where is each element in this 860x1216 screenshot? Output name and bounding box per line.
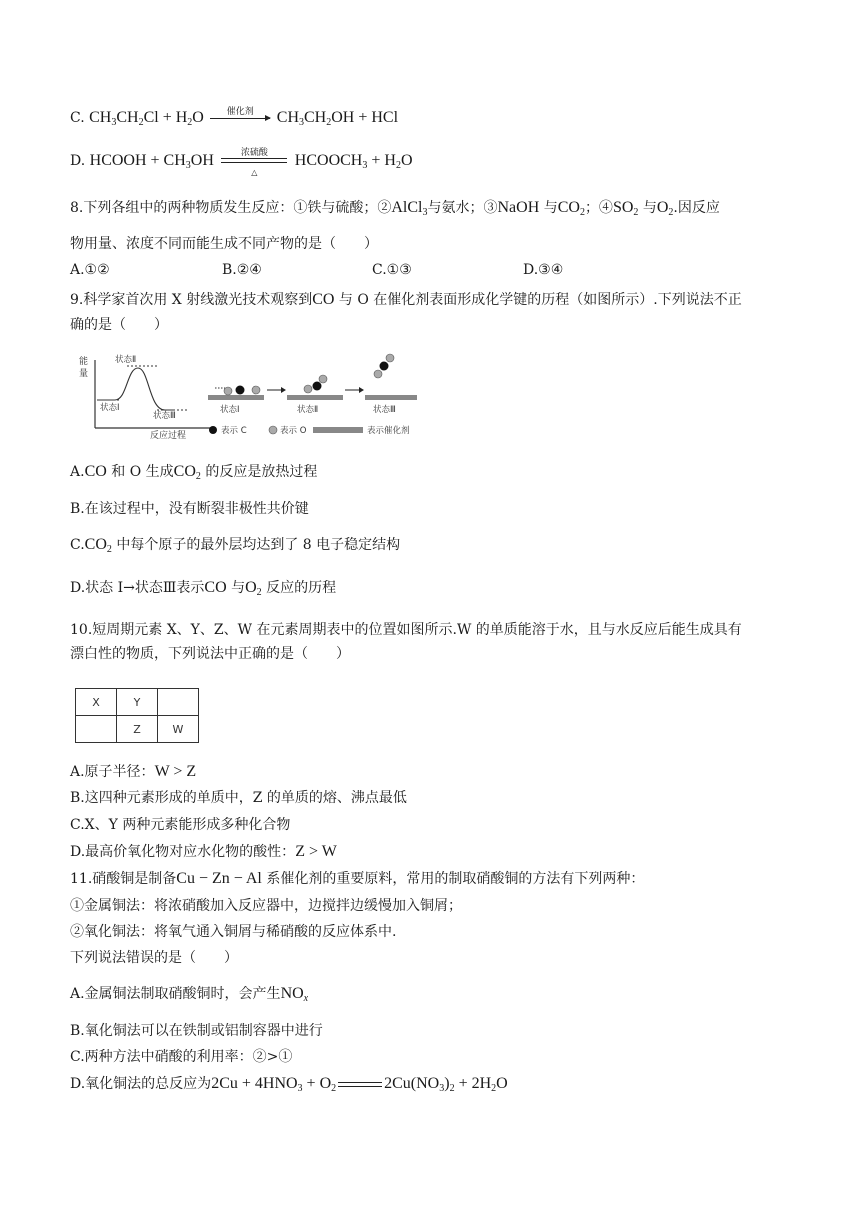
panel-state3-label: 状态Ⅲ bbox=[373, 405, 396, 415]
panel-state1-label: 状态Ⅰ bbox=[220, 405, 240, 415]
q11-option-a[interactable]: A.金属铜法制取硝酸铜时，会产生$NO_x$ bbox=[70, 985, 309, 1004]
panel-state2-label: 状态Ⅱ bbox=[297, 405, 319, 415]
q11-option-b[interactable]: B.氧化铜法可以在铁制或铝制容器中进行 bbox=[70, 1023, 323, 1039]
q8-option-a[interactable]: A.①② bbox=[70, 262, 110, 278]
q9-stem: 9.科学家首次用 X 射线激光技术观察到CO 与 O 在催化剂表面形成化学键的历程（如图所示）.下列说法不正 bbox=[70, 291, 742, 308]
q10-stem: 10.短周期元素 X、Y、Z、W 在元素周期表中的位置如图所示.W 的单质能溶于水，且与水反应后能生成具有 bbox=[70, 622, 742, 638]
q8-stem-line2: 物用量、浓度不同而能生成不同产物的是（ ） bbox=[70, 236, 378, 252]
q7c-products: $CH_3CH_2OH$ + HCl bbox=[276, 109, 399, 128]
legend-c: 表示 C bbox=[221, 426, 247, 436]
q8-option-c[interactable]: C.①③ bbox=[372, 262, 412, 278]
q8-options bbox=[70, 260, 770, 280]
y-axis-label-2: 量 bbox=[79, 369, 89, 379]
x-axis-label: 反应过程 bbox=[150, 431, 187, 441]
q7c-reactants: $CH_3CH_2Cl + H_2O$ bbox=[89, 109, 204, 128]
q10-option-d[interactable]: D.最高价氧化物对应水化物的酸性：Z > W bbox=[70, 843, 337, 860]
cell-y: Y bbox=[117, 689, 158, 716]
q7c-label: C. bbox=[70, 110, 85, 126]
q9-stem-line2: 确的是（ ） bbox=[70, 317, 168, 333]
q8-stem: 8.下列各组中的两种物质发生反应：①铁与硫酸；②AlCl$_3$与氨水；③NaOH 与$CO_2$；$④SO_2$ 与$O_2$.因反应 bbox=[70, 199, 720, 218]
q11-option-d[interactable]: D.氧化铜法的总反应为$2Cu + 4HNO_3 + O_2$ $2Cu(NO_3)_2 + 2H_2O$ bbox=[70, 1075, 508, 1094]
q11-stem: 11.硝酸铜是制备Cu − Zn − Al 系催化剂的重要原料，常用的制取硝酸铜的方法有下列两种： bbox=[70, 870, 645, 887]
q11-method-2: ②氧化铜法：将氧气通入铜屑与稀硝酸的反应体系中. bbox=[70, 924, 397, 940]
q7-option-d: D. HCOOH + $CH_3OH$ 浓硫酸 △ $HCOOCH_3 + H_2O$ bbox=[70, 148, 413, 177]
q10-option-b[interactable]: B.这四种元素形成的单质中，Z 的单质的熔、沸点最低 bbox=[70, 790, 407, 806]
energy-state2-label: 状态Ⅱ bbox=[115, 355, 137, 365]
legend-o: 表示 O bbox=[280, 426, 307, 436]
catalyst-arrow: 催化剂 bbox=[210, 111, 270, 125]
legend-catalyst: 表示催化剂 bbox=[367, 426, 410, 436]
q8-option-d[interactable]: D.③④ bbox=[523, 262, 564, 278]
q10-option-a[interactable]: A.原子半径：W > Z bbox=[70, 763, 197, 780]
cell-empty-1 bbox=[158, 689, 199, 716]
cell-empty-2 bbox=[76, 716, 117, 743]
q9-option-c[interactable]: $C.CO_2$ 中每个原子的最外层均达到了 8 电子稳定结构 bbox=[70, 536, 401, 555]
q9-option-a[interactable]: A.CO 和 O 生成$CO_2$ 的反应是放热过程 bbox=[70, 463, 318, 482]
q7d-reactants: HCOOH + $CH_3OH$ bbox=[89, 152, 214, 171]
q7-option-c bbox=[70, 108, 398, 128]
q11-option-c[interactable]: C.两种方法中硝酸的利用率：②>① bbox=[70, 1049, 293, 1065]
q11-method-1: ①金属铜法：将浓硝酸加入反应器中，边搅拌边缓慢加入铜屑； bbox=[70, 898, 462, 914]
energy-state3-label: 状态Ⅲ bbox=[153, 411, 176, 421]
periodic-table-fragment bbox=[75, 688, 199, 743]
cell-z: Z bbox=[117, 716, 158, 743]
q8-option-b[interactable]: B.②④ bbox=[222, 262, 262, 278]
reaction-energy-figure bbox=[75, 348, 420, 443]
q9-option-b[interactable]: B.在该过程中，没有断裂非极性共价键 bbox=[70, 501, 309, 517]
q11-question: 下列说法错误的是（ ） bbox=[70, 950, 238, 966]
y-axis-label-1: 能 bbox=[79, 357, 89, 367]
reversible-arrow: 浓硫酸 △ bbox=[221, 153, 287, 169]
cell-w: W bbox=[158, 716, 199, 743]
energy-state1-label: 状态Ⅰ bbox=[100, 403, 120, 413]
cell-x: X bbox=[76, 689, 117, 716]
q7d-products: $HCOOCH_3 + H_2O$ bbox=[294, 152, 413, 171]
q9-option-d[interactable]: D.状态 I→状态Ⅲ表示CO 与$O_2$ 反应的历程 bbox=[70, 579, 337, 598]
q10-option-c[interactable]: C.X、Y 两种元素能形成多种化合物 bbox=[70, 817, 291, 833]
q10-stem-line2: 漂白性的物质，下列说法中正确的是（ ） bbox=[70, 646, 350, 662]
equals-sign bbox=[338, 1082, 382, 1087]
